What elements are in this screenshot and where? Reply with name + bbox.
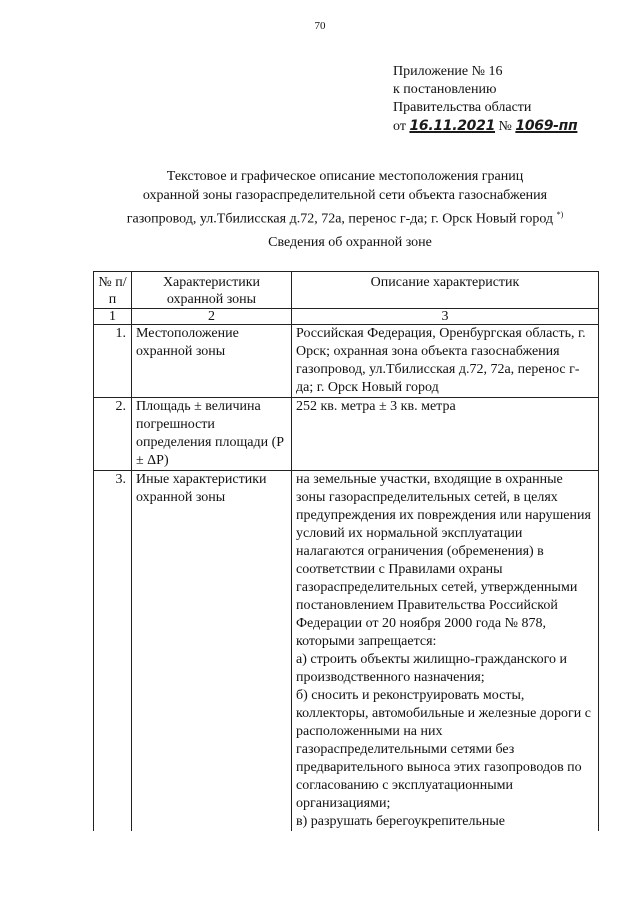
page-number: 70 <box>314 20 326 32</box>
header-description: Описание характеристик <box>292 272 599 309</box>
document-title <box>40 167 640 229</box>
handwritten-number: 1069-пп <box>515 118 578 134</box>
table-index-row <box>94 309 599 325</box>
row-number: 1. <box>94 325 132 398</box>
restriction-item-b: б) сносить и реконструировать мосты, коллекторы, автомобильные и железные дороги с расположенными на них газораспределительными сетями без предварительного выноса этих газопроводов по согласованию с эксплуатационными организациями; <box>296 688 591 811</box>
title-line-1: Текстовое и графическое описание местоположения границ <box>166 169 524 184</box>
date-prefix: от <box>393 119 406 134</box>
row-characteristic: Иные характеристики охранной зоны <box>132 471 292 832</box>
title-line-3-text: газопровод, ул.Тбилисская д.72, 72а, перенос г-да; г. Орск Новый город <box>126 211 554 227</box>
section-subtitle: Сведения об охранной зоне <box>268 235 432 250</box>
title-line-3 <box>40 205 640 229</box>
handwritten-date: 16.11.2021 <box>409 118 496 134</box>
restriction-item-a: а) строить объекты жилищно-гражданского и производственного назначения; <box>296 652 567 685</box>
row-description: 252 кв. метра ± 3 кв. метра <box>292 398 599 471</box>
appendix-block <box>393 63 577 136</box>
header-characteristic: Характеристики охранной зоны <box>132 272 292 309</box>
table-header-row <box>94 272 599 309</box>
restrictions-intro: на земельные участки, входящие в охранные зоны газораспределительных сетей, в целях предупреждения их повреждения или нарушения условий их нормальной эксплуатации налагаются ограничения (обременения) в соответствии с Правилами охраны газораспределительных сетей, утвержденными постановлением Правительства Российской Федерации от 20 ноября 2000 года № 878, которыми запрещается: <box>296 472 591 649</box>
index-1: 1 <box>94 309 132 325</box>
row-number: 3. <box>94 471 132 832</box>
appendix-date-line <box>393 117 577 136</box>
index-3: 3 <box>292 309 599 325</box>
appendix-government: Правительства области <box>393 100 532 115</box>
number-sign: № <box>498 119 512 134</box>
restriction-item-c: в) разрушать берегоукрепительные <box>296 814 506 829</box>
table-row <box>94 325 599 398</box>
index-2: 2 <box>132 309 292 325</box>
row-characteristic: Местоположение охранной зоны <box>132 325 292 398</box>
header-num: № п/п <box>94 272 132 309</box>
appendix-title: Приложение № 16 <box>393 64 503 79</box>
appendix-resolution: к постановлению <box>393 82 497 97</box>
row-number: 2. <box>94 398 132 471</box>
table-row <box>94 471 599 832</box>
footnote-mark: *) <box>556 210 564 219</box>
row-description <box>292 471 599 832</box>
row-description: Российская Федерация, Оренбургская область, г. Орск; охранная зона объекта газоснабжения газопровод, ул.Тбилисская д.72, 72а, перенос г-да; г. Орск Новый город <box>292 325 599 398</box>
protection-zone-table <box>93 271 599 831</box>
table-row <box>94 398 599 471</box>
row-characteristic: Площадь ± величина погрешности определения площади (Р ± ΔР) <box>132 398 292 471</box>
title-line-2: охранной зоны газораспределительной сети объекта газоснабжения <box>142 188 548 203</box>
